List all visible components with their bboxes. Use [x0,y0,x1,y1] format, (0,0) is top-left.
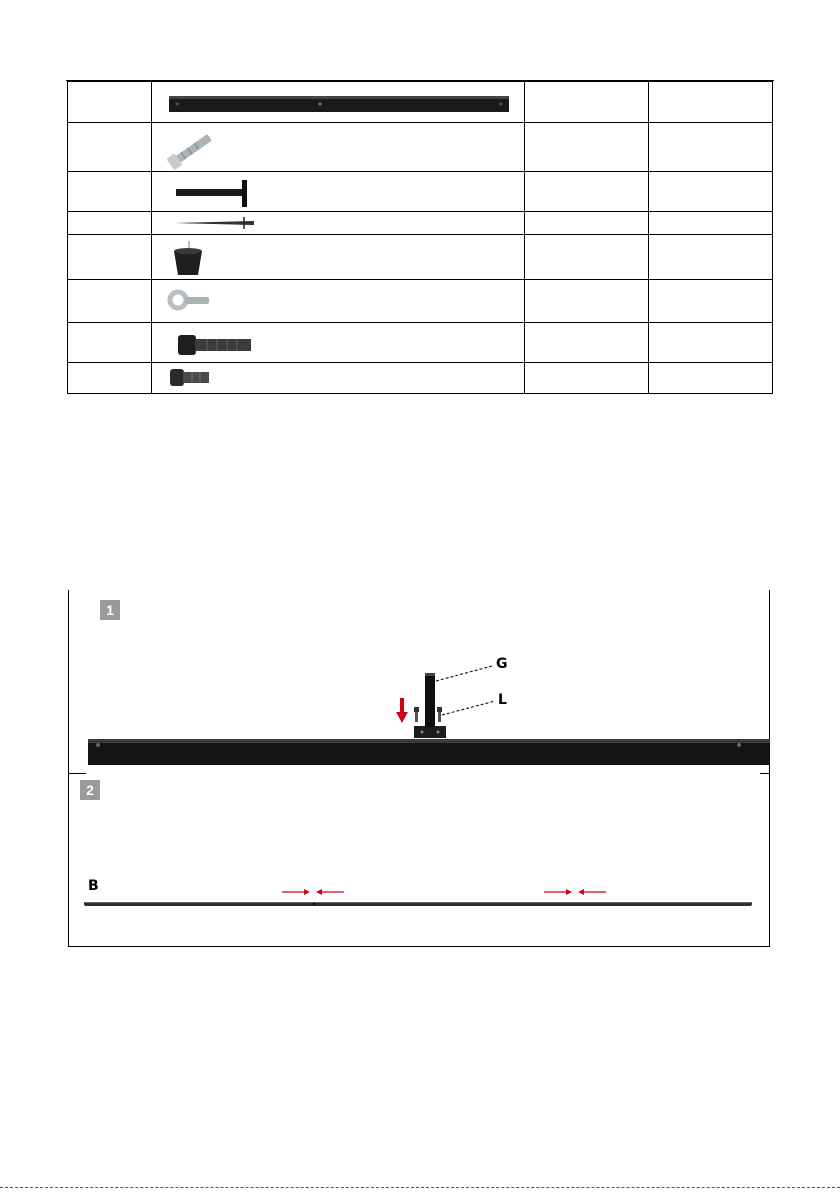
part-name-cell [525,235,649,280]
part-name-cell [525,123,649,172]
part-image-cell [152,323,525,363]
part-letter-cell [68,123,152,172]
part-qty-cell [649,172,773,212]
frame-border [68,946,770,947]
rubber-foot-icon [152,235,524,279]
table-row [68,363,773,394]
part-name-cell [525,363,649,394]
step2-illustration [68,773,770,946]
socket-cap-screw-short-icon [152,363,524,393]
part-image-cell [152,212,525,235]
table-row [68,235,773,280]
part-name-cell [525,212,649,235]
long-square-beam-icon [152,82,524,122]
leader-line-g [436,666,492,681]
parts-table [67,81,773,394]
table-row [68,212,773,235]
part-image-cell [152,123,525,172]
socket-cap-screw-long-icon [152,323,524,363]
table-row [68,172,773,212]
step-number-badge: 2 [80,780,100,800]
table-row [68,323,773,363]
table-row [68,280,773,323]
leader-line-l [442,701,495,715]
part-name-cell [525,82,649,123]
part-image-cell [152,172,525,212]
table-row [68,123,773,172]
part-qty-cell [649,363,773,394]
socket-screw [414,707,419,712]
vertical-post [425,673,435,727]
part-qty-cell [649,123,773,172]
hex-bolt-icon [152,123,524,171]
part-letter-cell [68,363,152,394]
post-flange-plate [414,726,446,738]
part-qty-cell [649,280,773,323]
table-row [68,82,773,123]
part-image-cell [152,235,525,280]
part-letter-cell [68,172,152,212]
part-letter-cell [68,82,152,123]
part-letter-cell [68,235,152,280]
part-qty-cell [649,82,773,123]
step-number-badge: 1 [100,600,120,620]
part-letter-cell [68,212,152,235]
part-letter-cell [68,323,152,363]
callout-label-l: L [498,692,507,708]
socket-screw [437,707,442,712]
callout-label-g: G [496,656,508,672]
part-qty-cell [649,323,773,363]
step1-illustration [68,590,770,773]
part-image-cell [152,280,525,323]
part-qty-cell [649,235,773,280]
callout-label-b: B [88,878,99,894]
assembly-diagram [68,590,770,947]
part-name-cell [525,172,649,212]
eye-bolt-icon [152,280,524,322]
part-image-cell [152,363,525,394]
page-footer-rule [0,1187,840,1188]
part-letter-cell [68,280,152,323]
part-qty-cell [649,212,773,235]
part-name-cell [525,280,649,323]
part-image-cell [152,82,525,123]
part-name-cell [525,323,649,363]
flanged-post-icon [152,172,524,212]
ground-spike-icon [152,212,524,234]
